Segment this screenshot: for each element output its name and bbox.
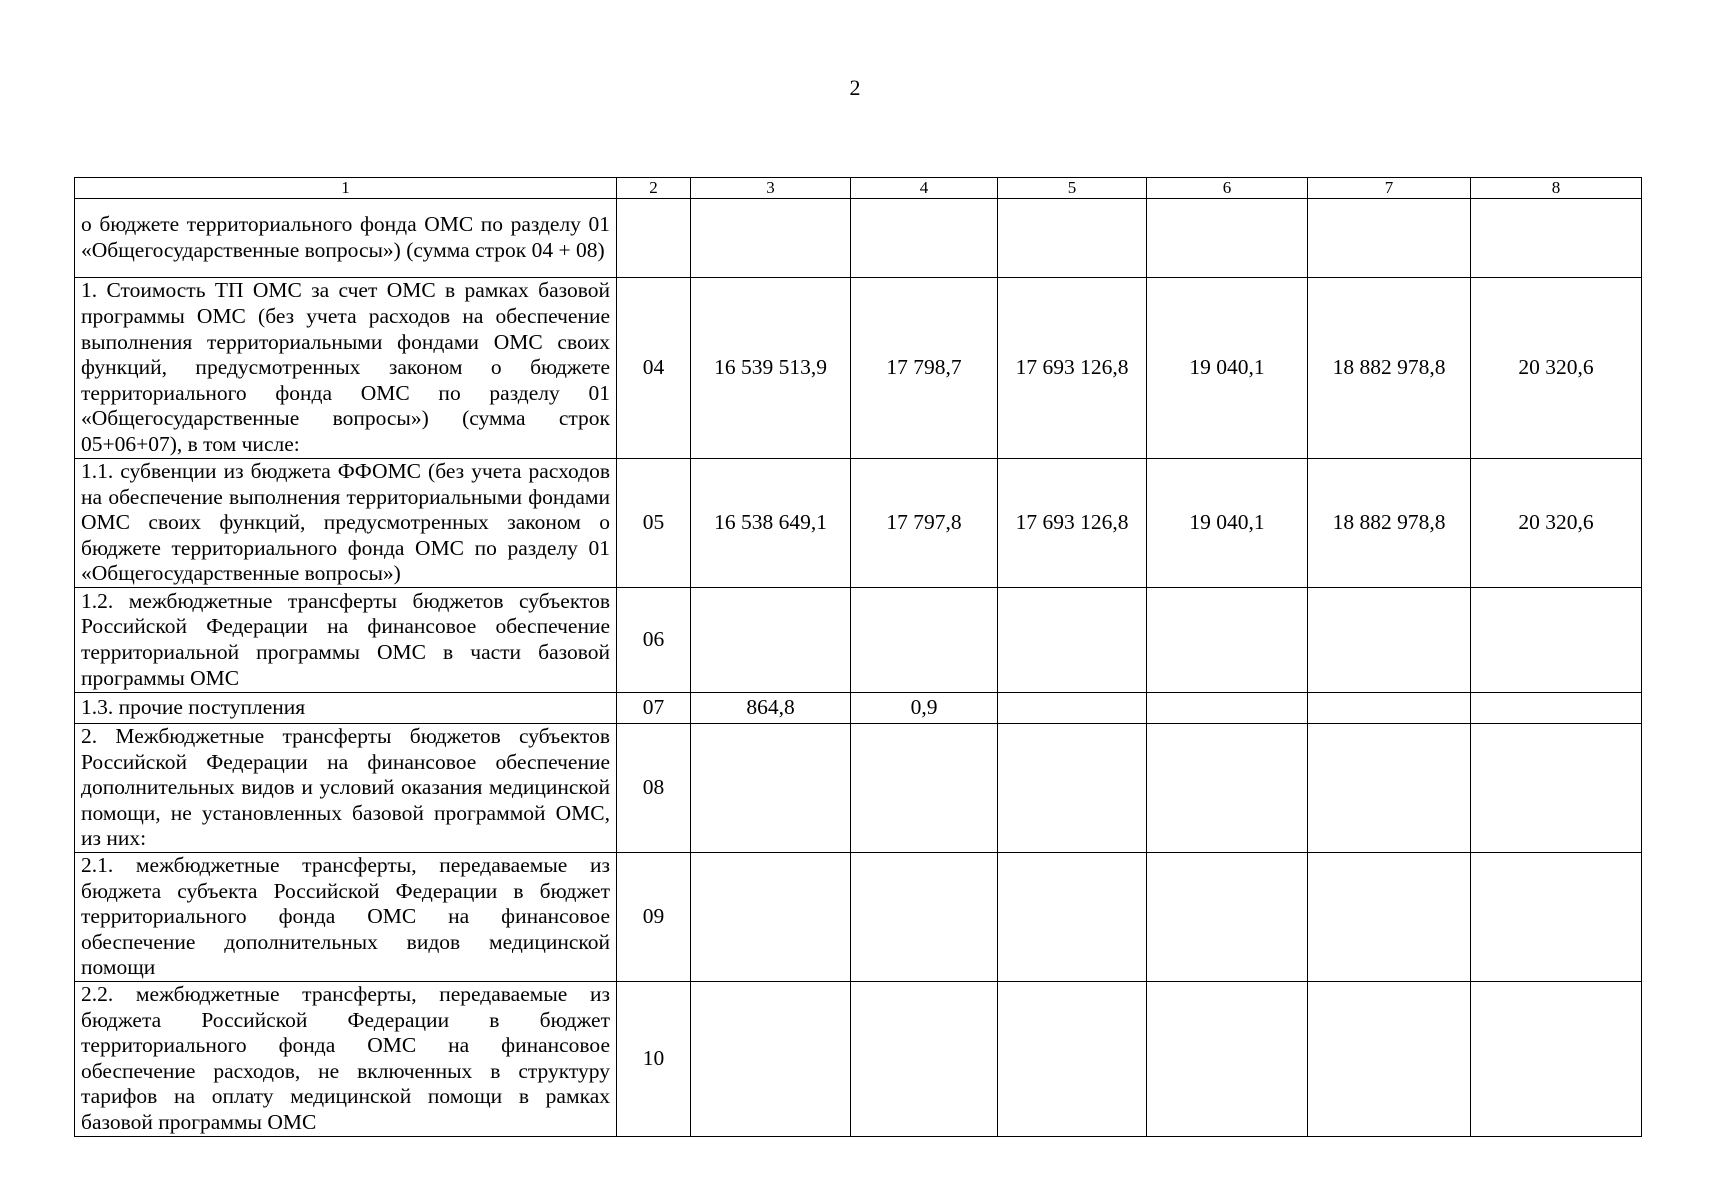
row-code: 08 xyxy=(617,724,691,853)
value-cell: 16 538 649,1 xyxy=(691,459,851,588)
column-header: 4 xyxy=(851,178,998,199)
value-cell xyxy=(1471,199,1642,278)
value-cell xyxy=(1147,982,1308,1137)
value-cell xyxy=(691,588,851,693)
table-row xyxy=(75,724,1642,853)
table-row xyxy=(75,853,1642,982)
value-cell xyxy=(1471,982,1642,1137)
table-row xyxy=(75,588,1642,693)
row-description: 2. Межбюджетные трансферты бюджетов субъектов Российской Федерации на финансовое обеспечение дополнительных видов и условий оказания медицинской помощи, не установленных базовой программой ОМС, из них: xyxy=(75,724,617,853)
value-cell xyxy=(851,724,998,853)
value-cell xyxy=(1308,199,1471,278)
row-description: 2.2. межбюджетные трансферты, передаваемые из бюджета Российской Федерации в бюджет территориального фонда ОМС на финансовое обеспечение расходов, не включенных в структуру тарифов на оплату медицинской помощи в рамках базовой программы ОМС xyxy=(75,982,617,1137)
row-code xyxy=(617,199,691,278)
value-cell xyxy=(691,199,851,278)
value-cell: 19 040,1 xyxy=(1147,278,1308,459)
row-description: 1. Стоимость ТП ОМС за счет ОМС в рамках базовой программы ОМС (без учета расходов на обеспечение выполнения территориальными фондами ОМС своих функций, предусмотренных законом о бюджете территориального фонда ОМС по разделу 01 «Общегосударственные вопросы») (сумма строк 05+06+07), в том числе: xyxy=(75,278,617,459)
table-row xyxy=(75,278,1642,459)
column-header: 1 xyxy=(75,178,617,199)
value-cell xyxy=(1471,724,1642,853)
table-body xyxy=(75,178,1642,1137)
value-cell xyxy=(851,588,998,693)
value-cell xyxy=(998,982,1147,1137)
column-header: 3 xyxy=(691,178,851,199)
row-description: о бюджете территориального фонда ОМС по разделу 01 «Общегосударственные вопросы») (сумма строк 04 + 08) xyxy=(75,199,617,278)
row-code: 07 xyxy=(617,693,691,724)
value-cell xyxy=(691,853,851,982)
row-description: 1.3. прочие поступления xyxy=(75,693,617,724)
column-number-row xyxy=(75,178,1642,199)
value-cell xyxy=(1308,588,1471,693)
value-cell xyxy=(998,693,1147,724)
column-header: 6 xyxy=(1147,178,1308,199)
table-row xyxy=(75,199,1642,278)
value-cell xyxy=(1147,199,1308,278)
value-cell xyxy=(1308,853,1471,982)
value-cell: 0,9 xyxy=(851,693,998,724)
value-cell xyxy=(691,724,851,853)
value-cell: 864,8 xyxy=(691,693,851,724)
value-cell: 19 040,1 xyxy=(1147,459,1308,588)
value-cell xyxy=(1308,982,1471,1137)
row-description: 1.2. межбюджетные трансферты бюджетов субъектов Российской Федерации на финансовое обеспечение территориальной программы ОМС в части базовой программы ОМС xyxy=(75,588,617,693)
row-code: 04 xyxy=(617,278,691,459)
value-cell: 20 320,6 xyxy=(1471,459,1642,588)
value-cell: 17 797,8 xyxy=(851,459,998,588)
row-code: 09 xyxy=(617,853,691,982)
value-cell xyxy=(1308,693,1471,724)
value-cell xyxy=(691,982,851,1137)
value-cell xyxy=(1471,588,1642,693)
value-cell: 18 882 978,8 xyxy=(1308,459,1471,588)
value-cell: 20 320,6 xyxy=(1471,278,1642,459)
value-cell: 17 693 126,8 xyxy=(998,459,1147,588)
value-cell: 17 693 126,8 xyxy=(998,278,1147,459)
value-cell: 16 539 513,9 xyxy=(691,278,851,459)
table-row xyxy=(75,982,1642,1137)
value-cell xyxy=(1147,588,1308,693)
value-cell xyxy=(1147,724,1308,853)
row-code: 10 xyxy=(617,982,691,1137)
value-cell xyxy=(1308,724,1471,853)
column-header: 7 xyxy=(1308,178,1471,199)
value-cell xyxy=(851,853,998,982)
column-header: 5 xyxy=(998,178,1147,199)
value-cell xyxy=(1471,853,1642,982)
value-cell xyxy=(998,588,1147,693)
value-cell xyxy=(998,724,1147,853)
financial-table xyxy=(74,177,1642,1137)
column-header: 8 xyxy=(1471,178,1642,199)
value-cell xyxy=(998,199,1147,278)
value-cell xyxy=(851,199,998,278)
value-cell xyxy=(1471,693,1642,724)
row-description: 1.1. субвенции из бюджета ФФОМС (без учета расходов на обеспечение выполнения территориальными фондами ОМС своих функций, предусмотренных законом о бюджете территориального фонда ОМС по разделу 01 «Общегосударственные вопросы») xyxy=(75,459,617,588)
value-cell xyxy=(1147,853,1308,982)
value-cell xyxy=(1147,693,1308,724)
value-cell: 17 798,7 xyxy=(851,278,998,459)
table-row xyxy=(75,459,1642,588)
value-cell: 18 882 978,8 xyxy=(1308,278,1471,459)
value-cell xyxy=(998,853,1147,982)
column-header: 2 xyxy=(617,178,691,199)
row-code: 06 xyxy=(617,588,691,693)
table-row xyxy=(75,693,1642,724)
row-description: 2.1. межбюджетные трансферты, передаваемые из бюджета субъекта Российской Федерации в бюджет территориального фонда ОМС на финансовое обеспечение дополнительных видов медицинской помощи xyxy=(75,853,617,982)
row-code: 05 xyxy=(617,459,691,588)
page-number: 2 xyxy=(849,75,861,100)
value-cell xyxy=(851,982,998,1137)
